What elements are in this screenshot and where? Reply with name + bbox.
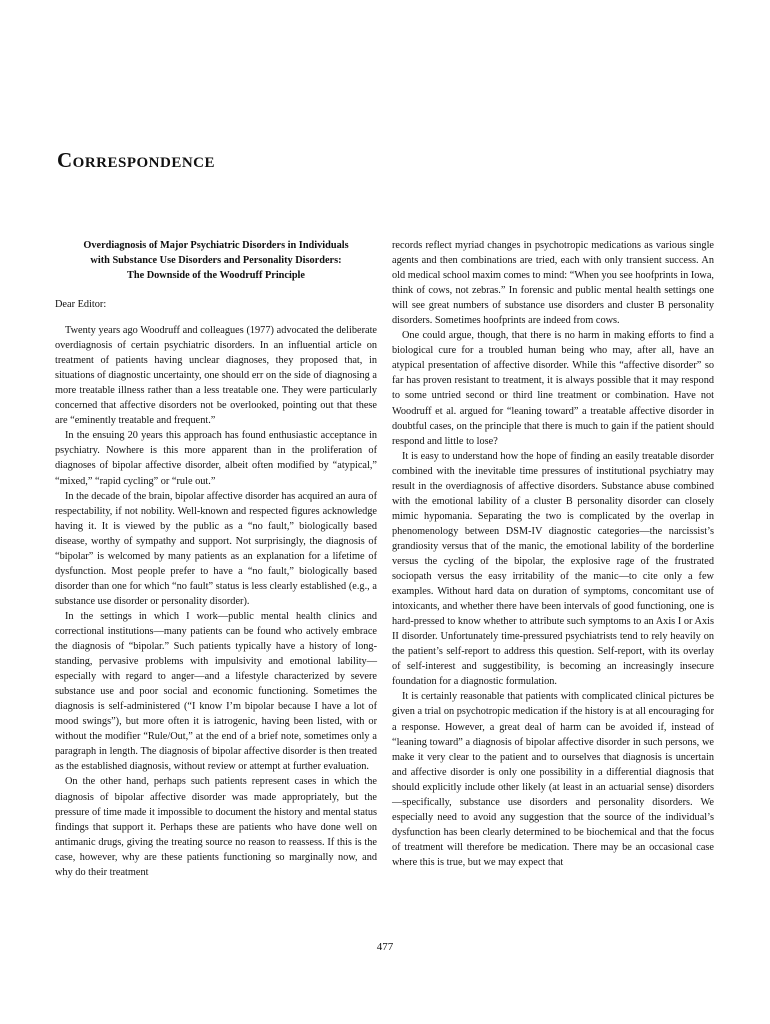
salutation: Dear Editor: xyxy=(55,299,107,310)
body-paragraph: In the decade of the brain, bipolar affective disorder has acquired an aura of respectability, if not nobility. Well-known and respected figures acknowledge having it. It is viewed by the public as a “no fault,” biologically based disease, worthy of sympathy and support. Not surprisingly, the diagnosis of “bipolar” is welcomed by many patients as an explanation for a lifetime of dysfunction. Most people prefer to have a “no fault,” biologically based disorder than one for which “no fault” status is less clearly established (e.g., a substance use disorder or personality disorder). xyxy=(55,490,378,607)
article-title xyxy=(55,238,377,283)
right-column xyxy=(392,238,714,870)
article-title-line: Overdiagnosis of Major Psychiatric Disorders in Individuals xyxy=(83,240,349,251)
body-paragraph: Twenty years ago Woodruff and colleagues (1977) advocated the deliberate overdiagnosis of certain psychiatric disorders. In an influential article on treatment of patients having unclear diagnoses, they proposed that, in situations of diagnostic uncertainty, one should err on the side of diagnosing a more treatable illness rather than a less treatable one. They were particularly concerned that affective disorders not be overlooked, pointing out that these are “eminently treatable and frequent.” xyxy=(55,325,377,427)
body-paragraph: One could argue, though, that there is no harm in making efforts to find a biological cure for a troubled human being who may, after all, have an atypical presentation of affective disorder. While this “affective disorder” so far has proven resistant to treatment, it is always possible that it may respond to some untried second or third line treatment or combination. Have not Woodruff et al. argued for “leaning toward” a treatable affective disorder in doubtful cases, on the principle that there is much to gain if the patient should respond and little to lose? xyxy=(392,330,714,447)
article-title-line: with Substance Use Disorders and Personality Disorders: xyxy=(90,255,342,266)
page-number: 477 xyxy=(376,941,394,953)
body-paragraph: On the other hand, perhaps such patients represent cases in which the diagnosis of bipolar affective disorder was made appropriately, but the pressure of time made it impossible to document the history and mental status findings that support it. Perhaps these are patients who have done well on antimanic drugs, giving the treating source no reason to reassess. If this is the case, however, why are these patients functioning so marginally now, and why do their treatment xyxy=(55,776,377,878)
body-paragraph: It is easy to understand how the hope of finding an easily treatable disorder combined with the inevitable time pressures of institutional psychiatry may result in the overdiagnosis of affective disorders. Substance abuse combined with the emotional lability of a cluster B personality disorder can closely mimic hypomania. Separating the two is complicated by the overlap in phenomenology between DSM-IV diagnostic categories—the narcissist’s grandiosity versus that of the manic, the emotional lability of the borderline versus the cycling of the bipolar, the explosive rage of the frustrated sociopath versus the easy irritability of the manic—to cite only a few examples. Without hard data on duration of symptoms, concomitant use of intoxicants, and whether there have been intervals of good functioning, one is hard-pressed to know whether to attribute such symptoms to an Axis I or Axis II disorder. Unfortunately time-pressured psychiatrists tend to rely heavily on the patient’s self-report to address this question. Self-report, with its overlay of self-interest and suggestibility, is becoming an increasingly insecure foundation for a diagnostic formulation. xyxy=(392,450,714,688)
body-paragraph-continued: records reflect myriad changes in psychotropic medications as various single agents and then combinations are tried, each with only transient success. An old medical school maxim comes to mind: “When you see hoofprints in Iowa, think of cows, not zebras.” In forensic and public mental health settings one will see great numbers of substance use disorders and cluster B personality disorders. Sometimes hoofprints are indeed from cows. xyxy=(392,240,714,327)
left-column xyxy=(55,238,377,880)
body-paragraph: In the settings in which I work—public mental health clinics and correctional institutions—many patients can be found who actively embrace the diagnosis of “bipolar.” Such patients typically have a history of long-standing, pervasive problems with impulsivity and emotional lability—especially with regard to anger—and a lifestyle characterized by severe substance use and poor social and economic functioning. Sometimes the diagnosis is self-administered (“I know I’m bipolar because I have a lot of mood swings”), but more often it is iatrogenic, having been listed, with or without the modifier “Rule/Out,” at the end of a brief note, sometimes only a paragraph in length. The diagnosis of bipolar affective disorder is then treated as the established diagnosis, without review or attempt at further evaluation. xyxy=(55,610,377,773)
body-paragraph: It is certainly reasonable that patients with complicated clinical pictures be given a trial on psychotropic medication if the history is at all encouraging for a response. However, a great deal of harm can be avoided if, instead of “leaning toward” a diagnosis of bipolar affective disorder in such persons, we make it very clear to the patient and to ourselves that diagnosis is uncertain and affective disorder is only one possibility in a differential diagnosis that should explicitly include other likely (at least in an actuarial sense) disorders—specifically, substance use disorders and personality disorders. We especially need to avoid any suggestion that the source of the individual’s dysfunction has been clearly determined to be biochemical and that the focus of treatment will therefore be medication. There may be an occasional case where this is true, but we may expect that xyxy=(392,691,714,868)
body-paragraph: In the ensuing 20 years this approach has found enthusiastic acceptance in psychiatry. Nowhere is this more apparent than in the proliferation of diagnoses of bipolar affective disorder, albeit often modified by “atypical,” “mixed,” “rapid cycling” or “rule out.” xyxy=(55,430,377,487)
article-title-line: The Downside of the Woodruff Principle xyxy=(126,270,305,281)
section-title: Correspondence xyxy=(57,148,216,172)
